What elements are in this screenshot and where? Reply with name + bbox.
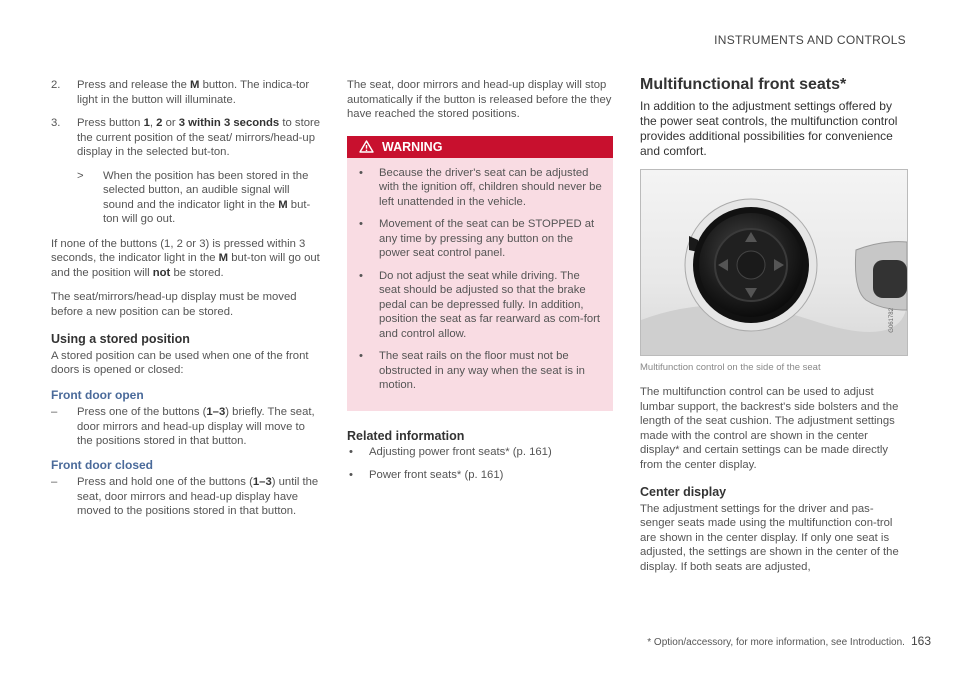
heading-front-door-closed: Front door closed <box>51 457 153 472</box>
list-item: • Because the driver's seat can be adjusted with the ignition off, children should never be left unattended in the vehicle. <box>359 166 602 208</box>
bullet-icon: • <box>359 269 363 282</box>
paragraph-center-display: The adjustment settings for the driver and pas-senger seats made using the multifunction con-trol are shown in the center display. If only one seat is adjusted, the settings are shown in the center of the display. If both seats are adjusted, <box>640 502 899 573</box>
list-item: • The seat rails on the floor must not be obstructed in any way when the seat is in motion. <box>359 350 585 391</box>
result-arrow-icon: > <box>77 169 84 182</box>
step-2: 2. Press and release the M button. The indica-tor light in the button will illuminate. <box>51 79 310 106</box>
warning-box <box>347 136 613 411</box>
related-link-adjusting[interactable]: • Adjusting power front seats* (p. 161) <box>349 446 552 458</box>
page-footer <box>647 634 931 648</box>
step-result: > When the position has been stored in the selected button, an audible signal will sound and the indicator light in the M but-ton will go out. <box>77 169 311 225</box>
heading-center-display: Center display <box>640 485 727 499</box>
heading-using-stored-position: Using a stored position <box>51 332 190 346</box>
multifunction-control-image <box>640 169 908 356</box>
paragraph-timeout: If none of the buttons (1, 2 or 3) is pressed within 3 seconds, the indicator light in the M but-ton will go out and the position will not be stored. <box>51 237 320 279</box>
dash-icon: – <box>51 476 58 488</box>
footnote-option: * Option/accessory, for more information, see Introduction. <box>647 637 905 648</box>
image-caption: Multifunction control on the side of the seat <box>640 361 821 373</box>
heading-front-door-open: Front door open <box>51 387 144 402</box>
step-3: 3. Press button 1, 2 or 3 within 3 seconds to store the current position of the seat/ mirrors/head-up display in the selected but-ton. <box>51 117 321 158</box>
step-number: 2. <box>51 79 61 91</box>
bullet-icon: • <box>359 166 363 179</box>
column-left <box>51 78 323 525</box>
paragraph-stored-use: A stored position can be used when one of the front doors is opened or closed: <box>51 349 309 376</box>
seat-control-illustration <box>641 170 907 355</box>
intro-paragraph: In addition to the adjustment settings offered by the power seat controls, the multifunction control provides additional possibilities for convenience and comfort. <box>640 98 898 158</box>
paragraph-multifunction: The multifunction control can be used to adjust lumbar support, the backrest's side bolsters and the length of the seat cushion. The adjustment settings made with the control are shown in the center display* and certain settings can be made directly from the center display. <box>640 386 899 471</box>
page-number: 163 <box>910 634 931 648</box>
section-title: Multifunctional front seats* <box>640 76 847 93</box>
related-link-power-seats[interactable]: • Power front seats* (p. 161) <box>349 468 504 481</box>
warning-list <box>347 158 613 393</box>
warning-header <box>347 136 613 158</box>
list-item: – Press one of the buttons (1–3) briefly. The seat, door mirrors and head-up display will move to the positions stored in that button. <box>51 406 315 447</box>
list-item: • Movement of the seat can be STOPPED at any time by pressing any button on the power seat control panel. <box>359 218 595 259</box>
heading-related-information: Related information <box>347 428 465 443</box>
related-list <box>347 445 613 482</box>
image-code: G061782 <box>888 307 895 333</box>
column-middle <box>347 78 613 490</box>
paragraph-auto-stop: The seat, door mirrors and head-up display will stop automatically if the button is released before the they have reached the stored positions. <box>347 79 612 120</box>
bullet-icon: • <box>349 468 353 481</box>
bullet-icon: • <box>359 350 363 362</box>
dash-icon: – <box>51 406 58 418</box>
running-header: INSTRUMENTS AND CONTROLS <box>714 33 906 47</box>
warning-triangle-icon <box>359 140 374 153</box>
warning-title: WARNING <box>382 139 443 154</box>
list-item: – Press and hold one of the buttons (1–3) until the seat, door mirrors and head-up display have moved to the positions stored in that button. <box>51 476 319 517</box>
column-right <box>640 78 908 584</box>
bullet-icon: • <box>359 218 363 230</box>
paragraph-move: The seat/mirrors/head-up display must be moved before a new position can be stored. <box>51 291 297 318</box>
step-number: 3. <box>51 117 61 129</box>
bullet-icon: • <box>349 446 353 458</box>
list-item: • Do not adjust the seat while driving. The seat should be adjusted so that the brake pedal can be depressed fully. In addition, position the seat as far rearward as com-fort and control allow. <box>359 269 601 340</box>
